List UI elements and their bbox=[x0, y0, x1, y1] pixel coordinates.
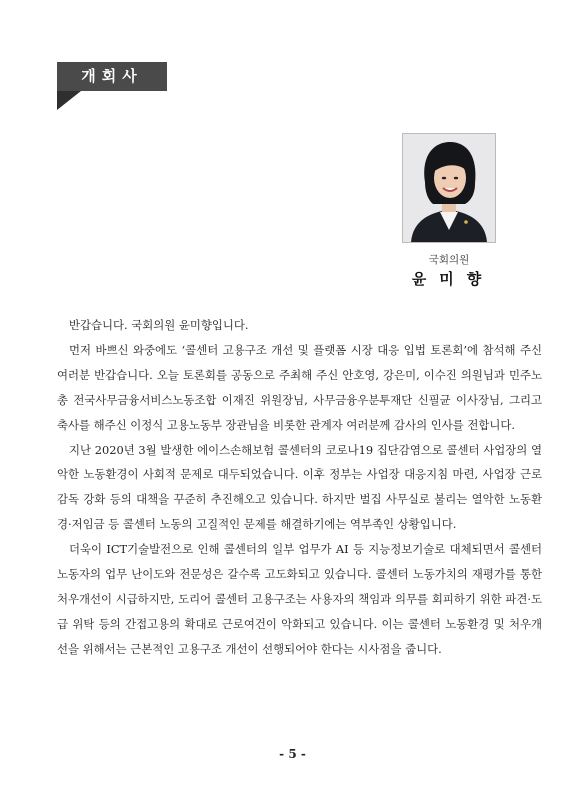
section-title: 개회사 bbox=[81, 67, 143, 85]
speaker-name: 윤미향 bbox=[411, 270, 495, 288]
speech-body bbox=[57, 313, 542, 662]
paragraph: 반갑습니다. 국회의원 윤미향입니다. bbox=[69, 318, 249, 332]
speaker-photo bbox=[402, 133, 496, 243]
paragraph: 먼저 바쁘신 와중에도 ‘콜센터 고용구조 개선 및 플랫폼 시장 대응 입법 토론회’에 참석해 주신 여러분 반갑습니다. 오늘 토론회를 공동으로 주최해 주신 안호영, 강은미, 이수진 의원님과 민주노총 전국사무금융서비스노동조합 이재진 위원장님, 사무금융우분투재단 신필균 이사장님, 그리고 축사를 해주신 이정식 고용노동부 장관님을 비롯한 관계자 여러분께 감사의 인사를 전합니다. bbox=[57, 342, 542, 432]
paragraph: 더욱이 ICT기술발전으로 인해 콜센터의 일부 업무가 AI 등 지능정보기술로 대체되면서 콜센터 노동자의 업무 난이도와 전문성은 갈수록 고도화되고 있습니다. 콜센터 노동가치의 재평가를 통한 처우개선이 시급하지만, 도리어 콜센터 고용구조는 사용자의 책임과 의무를 회피하기 위한 파견·도급 위탁 등의 간접고용의 확대로 근로여건이 악화되고 있습니다. 이는 콜센터 노동환경 및 처우개선을 위해서는 근본적인 고용구조 개선이 선행되어야 한다는 시사점을 줍니다. bbox=[57, 542, 542, 656]
speaker-role: 국회의원 bbox=[428, 254, 470, 266]
paragraph: 지난 2020년 3월 발생한 에이스손해보험 콜센터의 코로나19 집단감염으로 콜센터 사업장의 열악한 노동환경이 사회적 문제로 대두되었습니다. 이후 정부는 사업장 대응지침 마련, 사업장 근로감독 강화 등의 대책을 꾸준히 추진해오고 있습니다. 하지만 벌집 사무실로 불리는 열악한 노동환경·저임금 등 콜센터 노동의 고질적인 문제를 해결하기에는 역부족인 상황입니다. bbox=[57, 442, 542, 532]
page-number: - 5 - bbox=[279, 747, 306, 761]
section-header-fold bbox=[57, 91, 81, 110]
